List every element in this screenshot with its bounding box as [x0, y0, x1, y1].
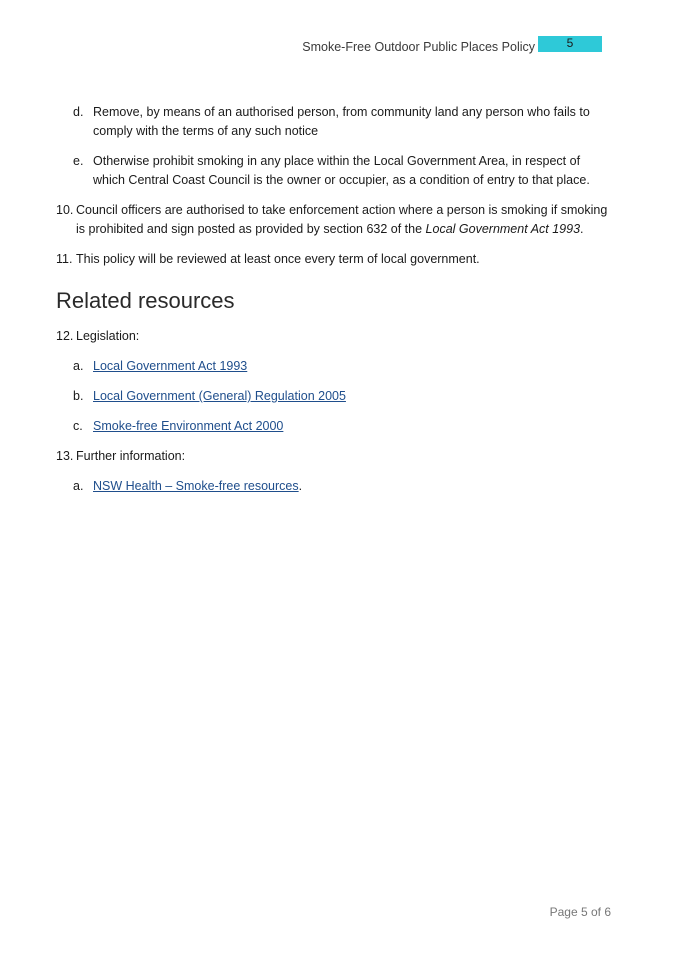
- list-item-text: Otherwise prohibit smoking in any place within the Local Government Area, in respect of which Central Coast Council is the owner or occupier, as a condition of entry to that place.: [93, 154, 590, 187]
- list-marker: b.: [73, 389, 84, 403]
- link-smoke-free-environment-act[interactable]: Smoke-free Environment Act 2000: [93, 419, 284, 433]
- document-body: [56, 103, 612, 507]
- list-marker: a.: [73, 359, 84, 373]
- list-item: [56, 250, 612, 269]
- list-item: [56, 152, 612, 190]
- page-footer: Page 5 of 6: [549, 905, 611, 919]
- list-item: [56, 477, 612, 496]
- list-marker: d.: [73, 105, 84, 119]
- list-item-text: [76, 201, 612, 239]
- page-number-badge: 5: [538, 36, 602, 52]
- list-item: [56, 417, 612, 436]
- list-item: [56, 201, 612, 239]
- link-nsw-health-resources[interactable]: NSW Health – Smoke-free resources: [93, 479, 299, 493]
- list-marker: e.: [73, 154, 84, 168]
- document-title: Smoke-Free Outdoor Public Places Policy: [302, 40, 535, 54]
- list-marker: 12.: [56, 329, 74, 343]
- list-marker: a.: [73, 479, 84, 493]
- list-item: [56, 357, 612, 376]
- text-segment: .: [298, 479, 303, 493]
- text-segment: .: [580, 222, 584, 236]
- act-reference: Local Government Act 1993: [425, 222, 581, 236]
- list-marker: c.: [73, 419, 83, 433]
- list-item-text: Further information:: [76, 449, 186, 463]
- text-segment: Council officers are authorised to take enforcement action where a person is smoking if smoking is prohibited and sign posted as provided by section 632 of the: [76, 203, 608, 236]
- list-item-legislation: [56, 327, 612, 346]
- list-marker: 10.: [56, 203, 74, 217]
- page-header: [302, 36, 602, 54]
- link-local-government-act[interactable]: Local Government Act 1993: [93, 359, 248, 373]
- list-item-further-information: [56, 447, 612, 466]
- list-marker: 13.: [56, 449, 74, 463]
- list-item: [56, 387, 612, 406]
- section-heading: Related resources: [56, 288, 235, 313]
- list-item: [56, 103, 612, 141]
- list-item-text: Remove, by means of an authorised person, from community land any person who fails to comply with the terms of any such notice: [93, 105, 590, 138]
- link-local-government-regulation[interactable]: Local Government (General) Regulation 2005: [93, 389, 346, 403]
- list-item-text: Legislation:: [76, 329, 140, 343]
- list-marker: 11.: [56, 252, 73, 266]
- list-item-text: This policy will be reviewed at least once every term of local government.: [76, 252, 480, 266]
